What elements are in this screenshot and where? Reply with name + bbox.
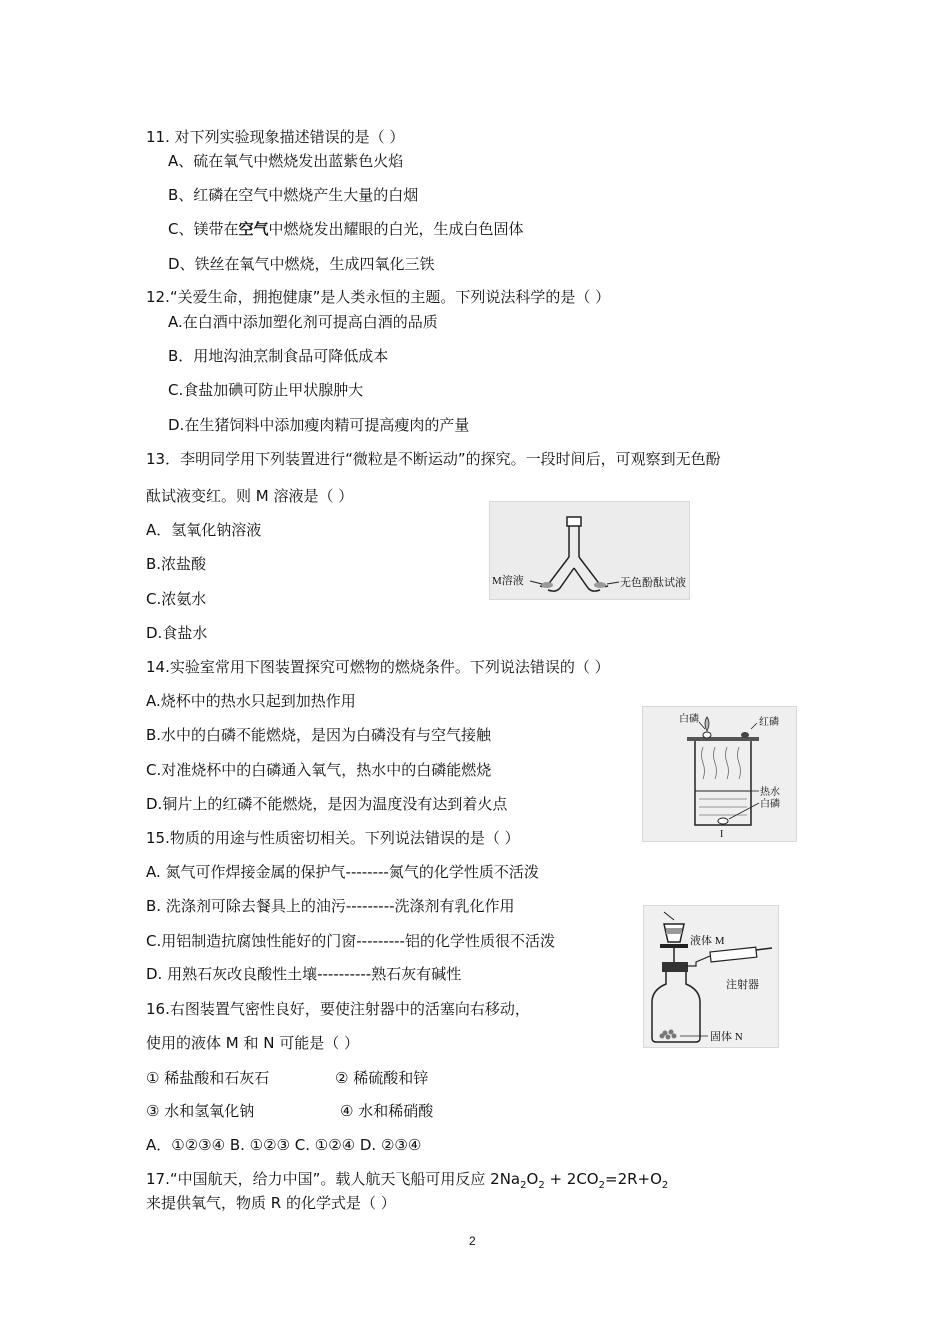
q16-item-4: ④ 水和稀硝酸 (340, 1102, 434, 1120)
q17-text-pre: 17.“中国航天，给力中国”。载人航天飞船可用反应 2Na (146, 1170, 521, 1188)
q17-text-o: O (526, 1170, 539, 1188)
q11-option-a: A、硫在氧气中燃烧发出蓝紫色火焰 (168, 152, 404, 170)
q16-item-3: ③ 水和氢氧化钠 (146, 1102, 255, 1120)
q14-fig-label-white-p2: 白磷 (760, 799, 780, 810)
q15-option-c: C.用铝制造抗腐蚀性能好的门窗---------铝的化学性质很不活泼 (146, 932, 555, 950)
q16-fig-label-syringe: 注射器 (726, 979, 759, 991)
q16-choices: A．①②③④ B. ①②③ C. ①②④ D. ②③④ (146, 1136, 422, 1154)
q17-sub-1: 2 (520, 1180, 527, 1191)
q13-stem-line2: 酞试液变红。则 M 溶液是（ ） (146, 487, 354, 505)
q14-option-c: C.对准烧杯中的白磷通入氧气，热水中的白磷能燃烧 (146, 761, 492, 779)
q13-y-tube-figure (489, 501, 690, 600)
q16-item-2: ② 稀硫酸和锌 (335, 1069, 429, 1087)
q14-fig-label-white-p: 白磷 (679, 714, 699, 725)
q12-option-d: D.在生猪饲料中添加瘦肉精可提高瘦肉的产量 (168, 416, 470, 434)
q13-option-d: D.食盐水 (146, 624, 208, 642)
q16-apparatus-figure (643, 905, 779, 1048)
q12-option-b: B．用地沟油烹制食品可降低成本 (168, 347, 389, 365)
q16-stem-line1: 16.右图装置气密性良好，要使注射器中的活塞向右移动， (146, 1000, 530, 1018)
q16-fig-label-solid: 固体 N (710, 1031, 743, 1043)
q15-stem: 15.物质的用途与性质密切相关。下列说法错误的是（ ） (146, 829, 520, 847)
q17-stem-line1 (146, 1169, 668, 1196)
q11-option-d: D、铁丝在氧气中燃烧，生成四氧化三铁 (168, 255, 435, 273)
q14-option-b: B.水中的白磷不能燃烧，是因为白磷没有与空气接触 (146, 726, 492, 744)
q17-sub-3: 2 (598, 1180, 605, 1191)
page-number: 2 (469, 1234, 476, 1248)
q17-text-co: + 2CO (544, 1170, 599, 1188)
q17-text-r: =2R+O (605, 1170, 662, 1188)
q11-c-bold: 空气 (238, 220, 269, 238)
q11-c-post: 中燃烧发出耀眼的白光，生成白色固体 (268, 220, 524, 238)
q13-fig-label-left: M溶液 (492, 575, 524, 587)
q13-option-b: B.浓盐酸 (146, 555, 207, 573)
q14-fig-label-hot-water: 热水 (760, 787, 780, 798)
q16-stem-line2: 使用的液体 M 和 N 可能是（ ） (146, 1034, 360, 1052)
q14-fig-label-roman: I (720, 829, 724, 840)
q17-sub-2: 2 (538, 1180, 545, 1191)
q13-fig-label-right: 无色酚酞试液 (620, 577, 686, 589)
q14-option-d: D.铜片上的红磷不能燃烧，是因为温度没有达到着火点 (146, 795, 508, 813)
q17-sub-4: 2 (661, 1180, 669, 1191)
q11-option-c (168, 219, 524, 239)
q15-option-a: A. 氮气可作焊接金属的保护气--------氮气的化学性质不活泼 (146, 863, 539, 881)
q11-option-b: B、红磷在空气中燃烧产生大量的白烟 (168, 186, 419, 204)
q11-stem: 11. 对下列实验现象描述错误的是（ ） (146, 128, 405, 146)
q15-option-b: B. 洗涤剂可除去餐具上的油污---------洗涤剂有乳化作用 (146, 897, 515, 915)
q15-option-d: D. 用熟石灰改良酸性土壤----------熟石灰有碱性 (146, 965, 462, 983)
q12-stem: 12.“关爱生命，拥抱健康”是人类永恒的主题。下列说法科学的是（ ） (146, 288, 611, 306)
q11-c-pre: C、镁带在 (168, 220, 239, 238)
q13-option-a: A．氢氧化钠溶液 (146, 521, 262, 539)
q12-option-a: A.在白酒中添加塑化剂可提高白酒的品质 (168, 313, 438, 331)
q17-stem-line2: 来提供氧气，物质 R 的化学式是（ ） (146, 1194, 396, 1212)
q13-option-c: C.浓氨水 (146, 590, 207, 608)
q14-beaker-figure (642, 706, 797, 842)
q14-stem: 14.实验室常用下图装置探究可燃物的燃烧条件。下列说法错误的（ ） (146, 658, 610, 676)
q12-option-c: C.食盐加碘可防止甲状腺肿大 (168, 381, 364, 399)
q14-fig-label-red-p: 红磷 (759, 717, 779, 728)
q14-option-a: A.烧杯中的热水只起到加热作用 (146, 692, 356, 710)
q13-stem-line1: 13．李明同学用下列装置进行“微粒是不断运动”的探究。一段时间后，可观察到无色酚 (146, 450, 721, 468)
q16-item-1: ① 稀盐酸和石灰石 (146, 1069, 270, 1087)
q16-fig-label-liquid: 液体 M (690, 935, 725, 947)
